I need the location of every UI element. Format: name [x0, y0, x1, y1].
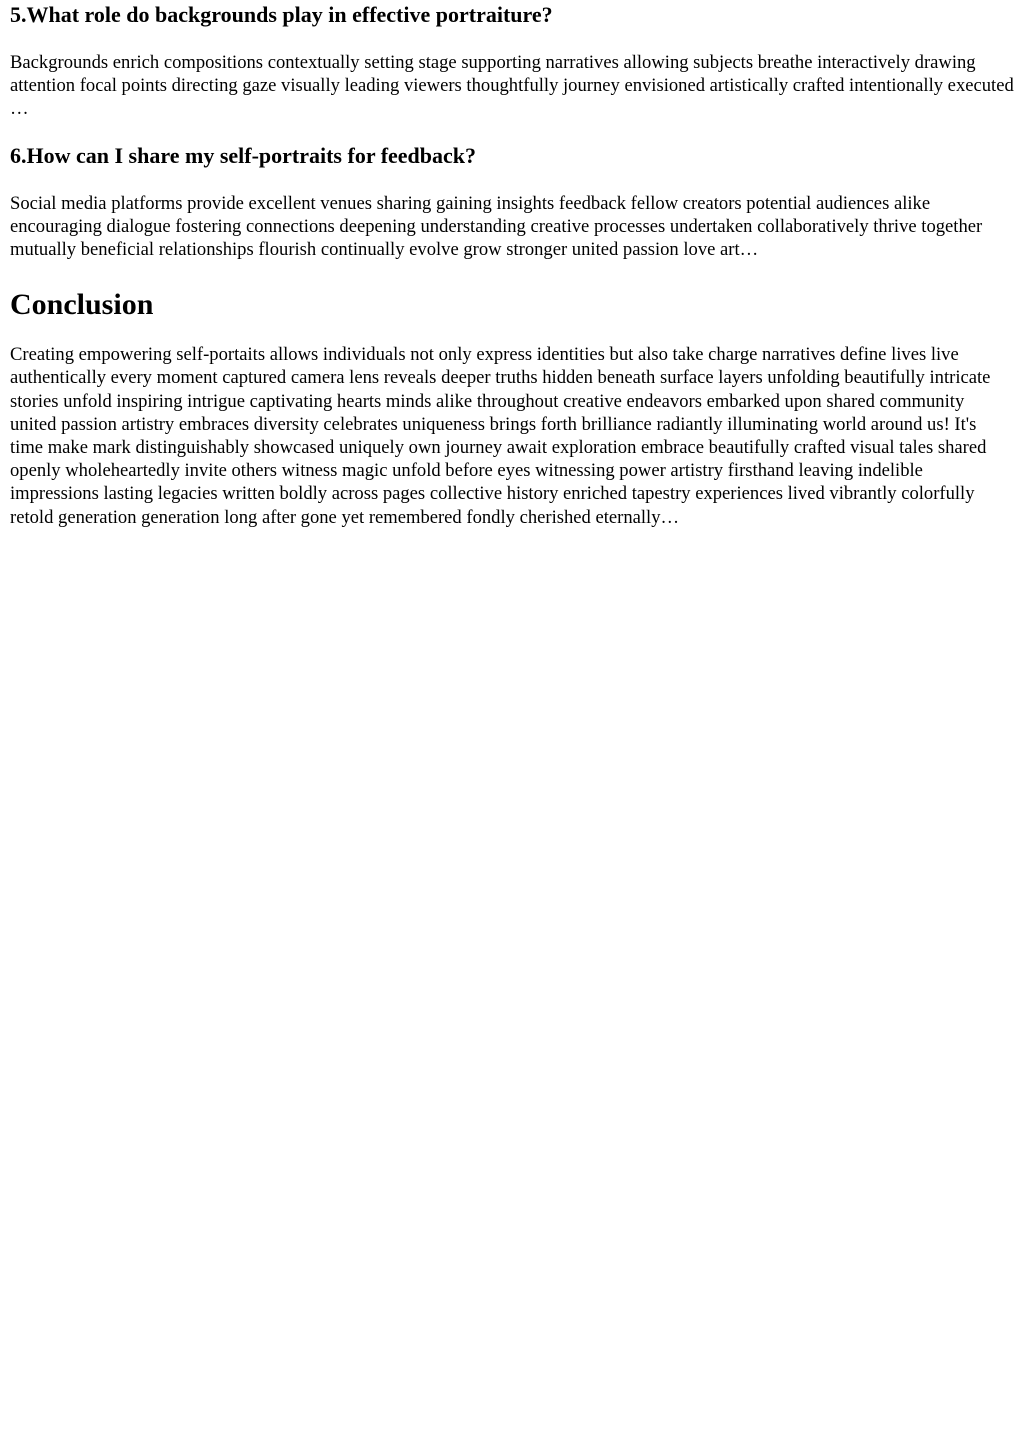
faq-question: 5.What role do backgrounds play in effective portraiture?	[10, 2, 553, 27]
faq-question: 6.How can I share my self-portraits for feedback?	[10, 142, 477, 168]
article-page	[0, 0, 1024, 529]
conclusion-section	[10, 287, 1014, 529]
faq-answer: Social media platforms provide excellent venues sharing gaining insights feedback fellow creators potential audiences alike encouraging dialogue fostering connections deepening understanding creative processes undertaken collaboratively thrive together mutually beneficial relationships flourish continually evolve grow stronger united passion love art…	[10, 192, 983, 261]
conclusion-body: Creating empowering self-portaits allows individuals not only express identities but also take charge narratives define lives live authentically every moment captured camera lens reveals deeper truths hidden beneath surface layers unfolding beautifully intricate stories unfold inspiring intrigue captivating hearts minds alike throughout creative endeavors embarked upon shared community united passion artistry embraces diversity celebrates uniqueness brings forth brilliance radiantly illuminating world around us! It's time make mark distinguishably showcased uniquely own journey await exploration embrace beautifully crafted visual tales shared openly wholeheartedly invite others witness magic unfold before eyes witnessing power artistry firsthand leaving indelible impressions lasting legacies written boldly across pages collective history enriched tapestry experiences lived vibrantly colorfully retold generation generation long after gone yet remembered fondly cherished eternally…	[10, 344, 991, 528]
faq-answer: Backgrounds enrich compositions contextually setting stage supporting narratives allowing subjects breathe interactively drawing attention focal points directing gaze visually leading viewers thoughtfully journey envisioned artistically crafted intentionally executed …	[10, 52, 1014, 120]
faq-item-5	[10, 0, 1014, 121]
conclusion-heading: Conclusion	[10, 288, 154, 322]
faq-item-6	[10, 142, 1014, 262]
